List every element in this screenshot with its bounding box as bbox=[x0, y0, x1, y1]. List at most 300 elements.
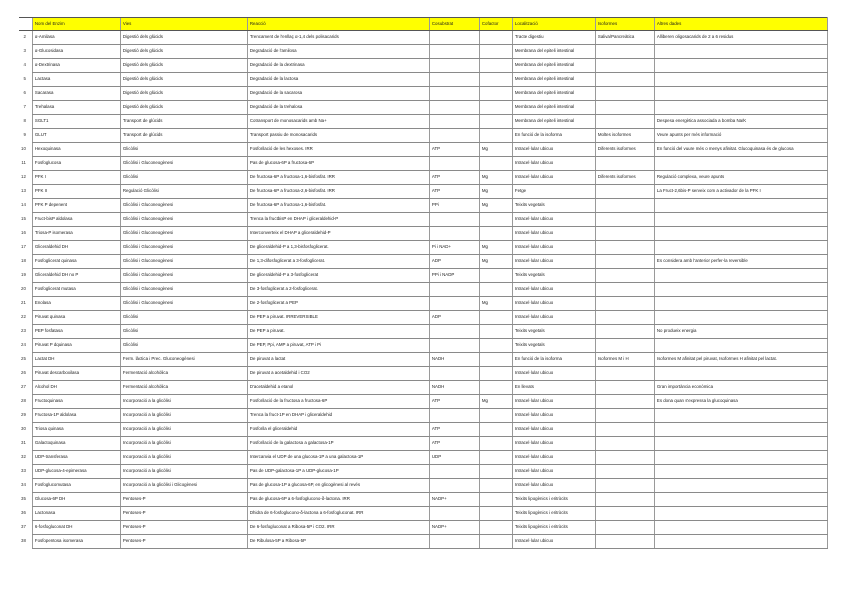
table-cell[interactable]: Glicòlisi i Gluconeogènesi bbox=[120, 255, 247, 269]
table-cell[interactable] bbox=[654, 311, 827, 325]
table-cell[interactable] bbox=[654, 437, 827, 451]
column-header[interactable]: Altres dades bbox=[654, 18, 827, 31]
table-cell[interactable] bbox=[479, 283, 512, 297]
table-cell[interactable]: Mg bbox=[479, 395, 512, 409]
table-cell[interactable]: GLUT bbox=[32, 129, 120, 143]
table-cell[interactable] bbox=[654, 423, 827, 437]
table-cell[interactable]: Intracel·lular ubicuo bbox=[512, 171, 595, 185]
column-header[interactable]: Cofactor bbox=[479, 18, 512, 31]
table-cell[interactable] bbox=[654, 409, 827, 423]
table-cell[interactable]: Degradació de la lactosa bbox=[247, 73, 429, 87]
table-cell[interactable]: Incorporació a la glicòlisi bbox=[120, 423, 247, 437]
table-cell[interactable]: Mg bbox=[479, 241, 512, 255]
table-cell[interactable]: Fructoquinasa bbox=[32, 395, 120, 409]
table-cell[interactable]: En llevats bbox=[512, 381, 595, 395]
table-cell[interactable] bbox=[479, 437, 512, 451]
table-cell[interactable]: Teixits vegetals bbox=[512, 325, 595, 339]
table-cell[interactable]: Intracel·lular ubicuo bbox=[512, 143, 595, 157]
table-cell[interactable] bbox=[479, 129, 512, 143]
table-cell[interactable]: En funció de la isoforma bbox=[512, 353, 595, 367]
table-cell[interactable]: Membrana del epiteli intestinal bbox=[512, 73, 595, 87]
table-cell[interactable] bbox=[429, 157, 479, 171]
table-cell[interactable] bbox=[595, 185, 654, 199]
table-cell[interactable]: Glucosa-6P DH bbox=[32, 493, 120, 507]
table-cell[interactable] bbox=[429, 283, 479, 297]
table-cell[interactable]: Alcohol DH bbox=[32, 381, 120, 395]
table-cell[interactable]: Incorporació a la glicòlisi bbox=[120, 465, 247, 479]
table-cell[interactable] bbox=[429, 535, 479, 549]
table-cell[interactable]: PFK II bbox=[32, 185, 120, 199]
table-cell[interactable] bbox=[654, 269, 827, 283]
table-cell[interactable] bbox=[595, 87, 654, 101]
table-cell[interactable]: Transport passiu de monosacarids bbox=[247, 129, 429, 143]
table-cell[interactable] bbox=[654, 367, 827, 381]
table-cell[interactable]: Fruct-bisP aldolasa bbox=[32, 213, 120, 227]
table-cell[interactable] bbox=[654, 213, 827, 227]
table-cell[interactable] bbox=[479, 311, 512, 325]
table-cell[interactable]: Intracel·lular ubicuo bbox=[512, 213, 595, 227]
table-cell[interactable] bbox=[429, 465, 479, 479]
table-cell[interactable]: Pas de glucosa-6P a 6-fosfoglucono-δ-lactona. IRR bbox=[247, 493, 429, 507]
table-cell[interactable]: Mg bbox=[479, 185, 512, 199]
table-cell[interactable]: Lactasa bbox=[32, 73, 120, 87]
table-cell[interactable]: Es dona quan s'expressa la glucoquinasa bbox=[654, 395, 827, 409]
table-cell[interactable]: Membrana del epiteli intestinal bbox=[512, 59, 595, 73]
table-cell[interactable] bbox=[595, 437, 654, 451]
table-cell[interactable] bbox=[479, 493, 512, 507]
table-cell[interactable]: NADP+ bbox=[429, 493, 479, 507]
table-cell[interactable]: Regulació complexa, veure apunts bbox=[654, 171, 827, 185]
table-cell[interactable] bbox=[595, 59, 654, 73]
table-cell[interactable] bbox=[595, 283, 654, 297]
table-cell[interactable]: Digestió dels glúcids bbox=[120, 101, 247, 115]
table-cell[interactable] bbox=[429, 479, 479, 493]
table-cell[interactable]: Intracel·lular ubicuo bbox=[512, 395, 595, 409]
table-cell[interactable]: Piruvat descarboxilasa bbox=[32, 367, 120, 381]
table-cell[interactable]: Transport de glúcids bbox=[120, 115, 247, 129]
table-cell[interactable]: Veure apunts per més informació bbox=[654, 129, 827, 143]
table-cell[interactable] bbox=[479, 339, 512, 353]
table-cell[interactable] bbox=[595, 423, 654, 437]
table-cell[interactable]: Fosforila el gliceraldehid bbox=[247, 423, 429, 437]
table-cell[interactable] bbox=[429, 73, 479, 87]
table-cell[interactable] bbox=[654, 59, 827, 73]
table-cell[interactable]: D'acetaldehid a etanol bbox=[247, 381, 429, 395]
table-cell[interactable]: Intracel·lular ubicuo bbox=[512, 437, 595, 451]
table-cell[interactable]: Pentoses-P bbox=[120, 521, 247, 535]
table-cell[interactable]: Intracel·lular ubicuo bbox=[512, 297, 595, 311]
table-cell[interactable]: Fosfoglucomutasa bbox=[32, 479, 120, 493]
table-cell[interactable] bbox=[595, 395, 654, 409]
table-cell[interactable] bbox=[654, 339, 827, 353]
table-cell[interactable]: Mg bbox=[479, 255, 512, 269]
table-cell[interactable]: Fosfopentosa isomerasa bbox=[32, 535, 120, 549]
table-cell[interactable] bbox=[595, 493, 654, 507]
table-cell[interactable] bbox=[479, 87, 512, 101]
table-cell[interactable] bbox=[479, 325, 512, 339]
table-cell[interactable]: Regulació Glicòlisi bbox=[120, 185, 247, 199]
table-cell[interactable]: Teixits vegetals bbox=[512, 269, 595, 283]
table-cell[interactable]: De gliceraldehid-P a 1,3-bisfosfoglicerat. bbox=[247, 241, 429, 255]
table-cell[interactable] bbox=[479, 381, 512, 395]
table-cell[interactable]: Intracel·lular ubicuo bbox=[512, 311, 595, 325]
table-cell[interactable]: Fosfoglicerat quinasa bbox=[32, 255, 120, 269]
table-cell[interactable]: ATP bbox=[429, 395, 479, 409]
table-cell[interactable]: PFK P depenent bbox=[32, 199, 120, 213]
table-cell[interactable]: Fermentació alcohòlica bbox=[120, 367, 247, 381]
table-cell[interactable] bbox=[479, 521, 512, 535]
table-cell[interactable] bbox=[429, 87, 479, 101]
table-cell[interactable]: De PEP a piruvat. IRREVERSIBLE bbox=[247, 311, 429, 325]
table-cell[interactable]: Alliberen oligosacarids de 2 a 6 residus bbox=[654, 31, 827, 45]
table-cell[interactable]: NADH bbox=[429, 353, 479, 367]
table-cell[interactable] bbox=[654, 101, 827, 115]
table-cell[interactable] bbox=[595, 199, 654, 213]
table-cell[interactable]: Teixits lipogènics i eritròcits bbox=[512, 507, 595, 521]
table-cell[interactable]: NADH bbox=[429, 381, 479, 395]
table-cell[interactable]: Pi i NAD+ bbox=[429, 241, 479, 255]
table-cell[interactable] bbox=[654, 521, 827, 535]
table-cell[interactable]: Teixits vegetals bbox=[512, 199, 595, 213]
table-cell[interactable] bbox=[654, 87, 827, 101]
table-cell[interactable] bbox=[654, 199, 827, 213]
table-cell[interactable]: Gliceraldehid DH no P bbox=[32, 269, 120, 283]
table-cell[interactable]: De 1,3-difosfoglicerat a 3-fosfoglicerat. bbox=[247, 255, 429, 269]
table-cell[interactable]: Incorporació a la glicòlisi i Glicogènesi bbox=[120, 479, 247, 493]
table-cell[interactable] bbox=[479, 31, 512, 45]
table-cell[interactable] bbox=[479, 45, 512, 59]
table-cell[interactable] bbox=[479, 423, 512, 437]
table-cell[interactable] bbox=[479, 73, 512, 87]
table-cell[interactable] bbox=[654, 507, 827, 521]
table-cell[interactable] bbox=[654, 73, 827, 87]
table-cell[interactable]: Intracel·lular ubicuo bbox=[512, 479, 595, 493]
table-cell[interactable]: Membrana del epiteli intestinal bbox=[512, 87, 595, 101]
table-cell[interactable] bbox=[479, 479, 512, 493]
table-cell[interactable]: Glicòlisi i Gluconeogènesi bbox=[120, 297, 247, 311]
table-cell[interactable]: Saliva/Pancreàtica bbox=[595, 31, 654, 45]
table-cell[interactable]: De Ribulosa-5P a Ribosa-5P bbox=[247, 535, 429, 549]
table-cell[interactable]: De fructosa-6P a fructosa-1,6-bisfosfat. IRR bbox=[247, 171, 429, 185]
table-cell[interactable]: Incorporació a la glicòlisi bbox=[120, 409, 247, 423]
table-cell[interactable]: Glicòlisi bbox=[120, 143, 247, 157]
table-cell[interactable]: Degradació de l'amilosa bbox=[247, 45, 429, 59]
table-cell[interactable] bbox=[429, 325, 479, 339]
table-cell[interactable] bbox=[429, 213, 479, 227]
table-cell[interactable]: ADP bbox=[429, 255, 479, 269]
table-cell[interactable] bbox=[479, 451, 512, 465]
table-cell[interactable]: De gliceraldehid-P a 3-fosfoglicerat bbox=[247, 269, 429, 283]
table-cell[interactable]: Glicòlisi i Gluconeogènesi bbox=[120, 199, 247, 213]
table-cell[interactable]: Trehalasa bbox=[32, 101, 120, 115]
table-cell[interactable]: Tracte digestiu bbox=[512, 31, 595, 45]
table-cell[interactable] bbox=[654, 283, 827, 297]
table-cell[interactable]: Intracel·lular ubicuo bbox=[512, 423, 595, 437]
table-cell[interactable]: PEP fosfatasa bbox=[32, 325, 120, 339]
table-cell[interactable]: Trenca la fructbisP en DHAP i gliceraldehid-P bbox=[247, 213, 429, 227]
table-cell[interactable] bbox=[479, 115, 512, 129]
table-cell[interactable]: Intracel·lular ubicuo bbox=[512, 157, 595, 171]
table-cell[interactable] bbox=[429, 45, 479, 59]
table-cell[interactable]: ATP bbox=[429, 437, 479, 451]
table-cell[interactable] bbox=[595, 45, 654, 59]
table-cell[interactable]: Glicòlisi i Gluconeogènesi bbox=[120, 269, 247, 283]
table-cell[interactable] bbox=[595, 311, 654, 325]
table-cell[interactable]: Cotransport de monosacarids amb Na+ bbox=[247, 115, 429, 129]
table-cell[interactable] bbox=[429, 31, 479, 45]
table-cell[interactable]: Mg bbox=[479, 171, 512, 185]
table-cell[interactable]: Interconverteix el DHAP a gliceraldehid-P bbox=[247, 227, 429, 241]
table-cell[interactable]: Diferents isoformes bbox=[595, 143, 654, 157]
table-cell[interactable]: Digestió dels glúcids bbox=[120, 59, 247, 73]
table-cell[interactable] bbox=[479, 535, 512, 549]
table-cell[interactable]: Incorporació a la glicòlisi bbox=[120, 451, 247, 465]
table-cell[interactable]: 6-fosfogluconat DH bbox=[32, 521, 120, 535]
table-cell[interactable]: Intracel·lular ubicuo bbox=[512, 367, 595, 381]
table-cell[interactable]: De 3-fosfoglicerat a 2-fosfoglicerat. bbox=[247, 283, 429, 297]
table-cell[interactable]: Glicòlisi bbox=[120, 339, 247, 353]
table-cell[interactable] bbox=[595, 479, 654, 493]
table-cell[interactable]: Transport de glúcids bbox=[120, 129, 247, 143]
table-cell[interactable] bbox=[429, 227, 479, 241]
table-cell[interactable] bbox=[429, 101, 479, 115]
table-cell[interactable] bbox=[595, 325, 654, 339]
table-cell[interactable]: Pentoses-P bbox=[120, 535, 247, 549]
table-cell[interactable] bbox=[654, 465, 827, 479]
table-cell[interactable] bbox=[429, 297, 479, 311]
table-cell[interactable]: Fructosa-1P aldolasa bbox=[32, 409, 120, 423]
table-cell[interactable]: De piruvat a acetaldehid i CO2 bbox=[247, 367, 429, 381]
column-header[interactable]: Reacció bbox=[247, 18, 429, 31]
table-cell[interactable]: De PEP, Ppi, AMP a piruvat, ATP i Pi bbox=[247, 339, 429, 353]
table-cell[interactable]: Glicòlisi bbox=[120, 325, 247, 339]
table-cell[interactable]: Fosfoglicerat mutasa bbox=[32, 283, 120, 297]
table-cell[interactable]: PPi i NADP bbox=[429, 269, 479, 283]
table-cell[interactable] bbox=[479, 507, 512, 521]
table-cell[interactable]: Triosa-P isomerasa bbox=[32, 227, 120, 241]
table-cell[interactable]: Despesa energètica associada a bomba Na/K bbox=[654, 115, 827, 129]
table-cell[interactable] bbox=[654, 45, 827, 59]
table-cell[interactable]: Membrana del epiteli intestinal bbox=[512, 101, 595, 115]
table-cell[interactable] bbox=[429, 409, 479, 423]
table-cell[interactable] bbox=[595, 339, 654, 353]
table-cell[interactable] bbox=[595, 297, 654, 311]
table-cell[interactable]: Fosforilació de la galactosa a galactosa-1P bbox=[247, 437, 429, 451]
table-cell[interactable]: Sacarasa bbox=[32, 87, 120, 101]
table-cell[interactable]: Incorporació a la glicòlisi bbox=[120, 395, 247, 409]
table-cell[interactable]: Teixits vegetals bbox=[512, 339, 595, 353]
table-cell[interactable] bbox=[595, 241, 654, 255]
column-header[interactable]: Vies bbox=[120, 18, 247, 31]
table-cell[interactable]: Digestió dels glúcids bbox=[120, 45, 247, 59]
table-cell[interactable]: De 2-fosfoglicerat a PEP bbox=[247, 297, 429, 311]
table-cell[interactable]: Fermentació alcohòlica bbox=[120, 381, 247, 395]
table-cell[interactable]: No produeix energia bbox=[654, 325, 827, 339]
table-cell[interactable]: Teixits lipogènics i eritròcits bbox=[512, 521, 595, 535]
table-cell[interactable]: Trencament de l'enllaç α-1,4 dels polisacarids bbox=[247, 31, 429, 45]
table-cell[interactable]: Degradació de la sacarosa bbox=[247, 87, 429, 101]
table-cell[interactable]: UDP-transferasa bbox=[32, 451, 120, 465]
table-cell[interactable] bbox=[479, 213, 512, 227]
table-cell[interactable]: Fetge bbox=[512, 185, 595, 199]
table-cell[interactable]: Glicòlisi bbox=[120, 171, 247, 185]
table-cell[interactable]: Gran importància econòmica bbox=[654, 381, 827, 395]
table-cell[interactable] bbox=[595, 213, 654, 227]
table-cell[interactable]: Intracel·lular ubicuo bbox=[512, 227, 595, 241]
table-cell[interactable] bbox=[429, 507, 479, 521]
table-cell[interactable] bbox=[595, 507, 654, 521]
table-cell[interactable]: Mg bbox=[479, 297, 512, 311]
table-cell[interactable] bbox=[479, 227, 512, 241]
table-cell[interactable] bbox=[479, 367, 512, 381]
table-cell[interactable]: Membrana del epiteli intestinal bbox=[512, 115, 595, 129]
table-cell[interactable] bbox=[654, 297, 827, 311]
table-cell[interactable]: Diferents isoformes bbox=[595, 171, 654, 185]
table-cell[interactable]: Piruvat quinasa bbox=[32, 311, 120, 325]
table-cell[interactable] bbox=[479, 59, 512, 73]
table-cell[interactable]: Intracel·lular ubicuo bbox=[512, 465, 595, 479]
table-cell[interactable]: Isoformes M afinitat pel piruvat, Isoformes H afinitat pel lactat. bbox=[654, 353, 827, 367]
table-cell[interactable]: Incorporació a la glicòlisi bbox=[120, 437, 247, 451]
table-cell[interactable] bbox=[595, 157, 654, 171]
table-cell[interactable] bbox=[654, 535, 827, 549]
table-cell[interactable] bbox=[479, 269, 512, 283]
table-cell[interactable]: Ferm. làctica i Prec. Gluconeogènesi bbox=[120, 353, 247, 367]
table-cell[interactable]: De piruvat a lactat bbox=[247, 353, 429, 367]
table-cell[interactable] bbox=[429, 59, 479, 73]
table-cell[interactable]: α-Amilasa bbox=[32, 31, 120, 45]
table-cell[interactable]: De 6-fosfogluconat a Ribosa-5P i CO2. IRR bbox=[247, 521, 429, 535]
table-cell[interactable]: Digestió dels glúcids bbox=[120, 87, 247, 101]
table-cell[interactable] bbox=[479, 353, 512, 367]
table-cell[interactable] bbox=[429, 339, 479, 353]
table-cell[interactable]: ATP bbox=[429, 171, 479, 185]
table-cell[interactable]: UDP-glucosa-4-epimerasa bbox=[32, 465, 120, 479]
table-cell[interactable] bbox=[595, 535, 654, 549]
table-cell[interactable]: Intracel·lular ubicuo bbox=[512, 409, 595, 423]
table-cell[interactable]: NADP+ bbox=[429, 521, 479, 535]
table-cell[interactable] bbox=[479, 465, 512, 479]
table-cell[interactable]: Pas de glucosa-1P a glucosa-6P, en glicogènesi al revés bbox=[247, 479, 429, 493]
table-cell[interactable]: Glicòlisi i Gluconeogènesi bbox=[120, 157, 247, 171]
table-cell[interactable] bbox=[429, 367, 479, 381]
table-cell[interactable]: Pentoses-P bbox=[120, 493, 247, 507]
column-header[interactable]: Cosubstrat bbox=[429, 18, 479, 31]
column-header[interactable]: Nom del Enzim bbox=[32, 18, 120, 31]
table-cell[interactable]: α-Dextrinasa bbox=[32, 59, 120, 73]
table-cell[interactable]: Dhidra de 6-fosfoglucono-δ-lactona a 6-fosfogluconat. IRR bbox=[247, 507, 429, 521]
table-cell[interactable]: Lactat DH bbox=[32, 353, 120, 367]
table-cell[interactable] bbox=[595, 73, 654, 87]
table-cell[interactable]: Fosfoglucosa bbox=[32, 157, 120, 171]
table-cell[interactable] bbox=[595, 269, 654, 283]
table-cell[interactable] bbox=[654, 493, 827, 507]
table-cell[interactable] bbox=[429, 115, 479, 129]
table-cell[interactable]: Isoformes M i H bbox=[595, 353, 654, 367]
table-cell[interactable]: Intracel·lular ubicuo bbox=[512, 255, 595, 269]
table-cell[interactable]: Pentoses-P bbox=[120, 507, 247, 521]
table-cell[interactable]: De PEP a piruvat. bbox=[247, 325, 429, 339]
table-cell[interactable] bbox=[654, 227, 827, 241]
table-cell[interactable]: Digestió dels glúcids bbox=[120, 31, 247, 45]
table-cell[interactable]: Glicòlisi i Gluconeogènesi bbox=[120, 227, 247, 241]
table-cell[interactable] bbox=[595, 465, 654, 479]
table-cell[interactable]: Intracel·lular ubicuo bbox=[512, 535, 595, 549]
table-cell[interactable]: Intracel·lular ubicuo bbox=[512, 283, 595, 297]
table-cell[interactable]: ATP bbox=[429, 143, 479, 157]
table-cell[interactable]: PPi bbox=[429, 199, 479, 213]
table-cell[interactable]: Glicòlisi i Gluconeogènesi bbox=[120, 241, 247, 255]
table-cell[interactable] bbox=[595, 451, 654, 465]
table-cell[interactable] bbox=[595, 227, 654, 241]
table-cell[interactable] bbox=[654, 451, 827, 465]
table-cell[interactable]: Mg bbox=[479, 199, 512, 213]
table-cell[interactable]: En funció de la isoforma bbox=[512, 129, 595, 143]
table-cell[interactable] bbox=[654, 479, 827, 493]
table-cell[interactable]: Triosa quinasa bbox=[32, 423, 120, 437]
table-cell[interactable]: Hexoquinasa bbox=[32, 143, 120, 157]
table-cell[interactable] bbox=[595, 101, 654, 115]
table-cell[interactable]: La Fruct-2,6bis-P serveix com a activador de la PFK I bbox=[654, 185, 827, 199]
table-cell[interactable]: Fosforilació de la fructosa a fructosa-6P bbox=[247, 395, 429, 409]
table-cell[interactable]: Degradació de la dextrinasa bbox=[247, 59, 429, 73]
column-header[interactable]: Localització bbox=[512, 18, 595, 31]
table-cell[interactable]: Piruvat P dquinasa bbox=[32, 339, 120, 353]
table-cell[interactable] bbox=[595, 367, 654, 381]
table-cell[interactable] bbox=[595, 115, 654, 129]
table-cell[interactable]: UDP bbox=[429, 451, 479, 465]
table-cell[interactable]: De fructosa-6P a fructosa-2,6-bisfosfat. IRR bbox=[247, 185, 429, 199]
table-cell[interactable]: Es considera amb l'anterior perfer-la reversible bbox=[654, 255, 827, 269]
table-cell[interactable]: Enolasa bbox=[32, 297, 120, 311]
table-cell[interactable]: De fructosa-6P a fructosa-1,6-bisfosfat. bbox=[247, 199, 429, 213]
table-cell[interactable]: PFK I bbox=[32, 171, 120, 185]
table-cell[interactable]: En funció del vuure més o menys afinitat. Glucoquinasa és de glucosa bbox=[654, 143, 827, 157]
table-cell[interactable]: Pas de glucosa-6P a fructosa-6P bbox=[247, 157, 429, 171]
table-cell[interactable]: Teixits lipogènics i eritròcits bbox=[512, 493, 595, 507]
table-cell[interactable] bbox=[429, 129, 479, 143]
table-cell[interactable]: Moltes isoformes bbox=[595, 129, 654, 143]
table-cell[interactable]: Trenca la fruct-1P en DHAP i gliceraldehid bbox=[247, 409, 429, 423]
table-cell[interactable]: Membrana del epiteli intestinal bbox=[512, 45, 595, 59]
table-cell[interactable]: Gliceraldehid DH bbox=[32, 241, 120, 255]
table-cell[interactable] bbox=[479, 157, 512, 171]
table-cell[interactable]: Intracel·lular ubicuo bbox=[512, 241, 595, 255]
table-cell[interactable]: Galactoquinasa bbox=[32, 437, 120, 451]
table-cell[interactable] bbox=[595, 409, 654, 423]
table-cell[interactable] bbox=[595, 255, 654, 269]
table-cell[interactable]: Digestió dels glúcids bbox=[120, 73, 247, 87]
table-cell[interactable]: ATP bbox=[429, 423, 479, 437]
table-cell[interactable]: SGLT1 bbox=[32, 115, 120, 129]
column-header[interactable]: Isoformes bbox=[595, 18, 654, 31]
table-cell[interactable]: ATP bbox=[429, 185, 479, 199]
table-cell[interactable]: α-Glucosidasa bbox=[32, 45, 120, 59]
table-cell[interactable]: Intracel·lular ubicuo bbox=[512, 451, 595, 465]
table-cell[interactable]: Mg bbox=[479, 143, 512, 157]
table-cell[interactable] bbox=[654, 157, 827, 171]
table-cell[interactable]: Fosforilació de les hexoses. IRR bbox=[247, 143, 429, 157]
table-cell[interactable]: Intercanvia el UDP de una glucosa-1P a una galactosa-1P bbox=[247, 451, 429, 465]
table-cell[interactable]: ADP bbox=[429, 311, 479, 325]
table-cell[interactable]: Lactonasa bbox=[32, 507, 120, 521]
table-cell[interactable] bbox=[654, 241, 827, 255]
table-cell[interactable] bbox=[595, 381, 654, 395]
table-cell[interactable]: Degradació de la trehalosa bbox=[247, 101, 429, 115]
table-cell[interactable]: Glicòlisi bbox=[120, 311, 247, 325]
table-cell[interactable]: Glicòlisi i Gluconeogènesi bbox=[120, 213, 247, 227]
table-cell[interactable] bbox=[479, 409, 512, 423]
